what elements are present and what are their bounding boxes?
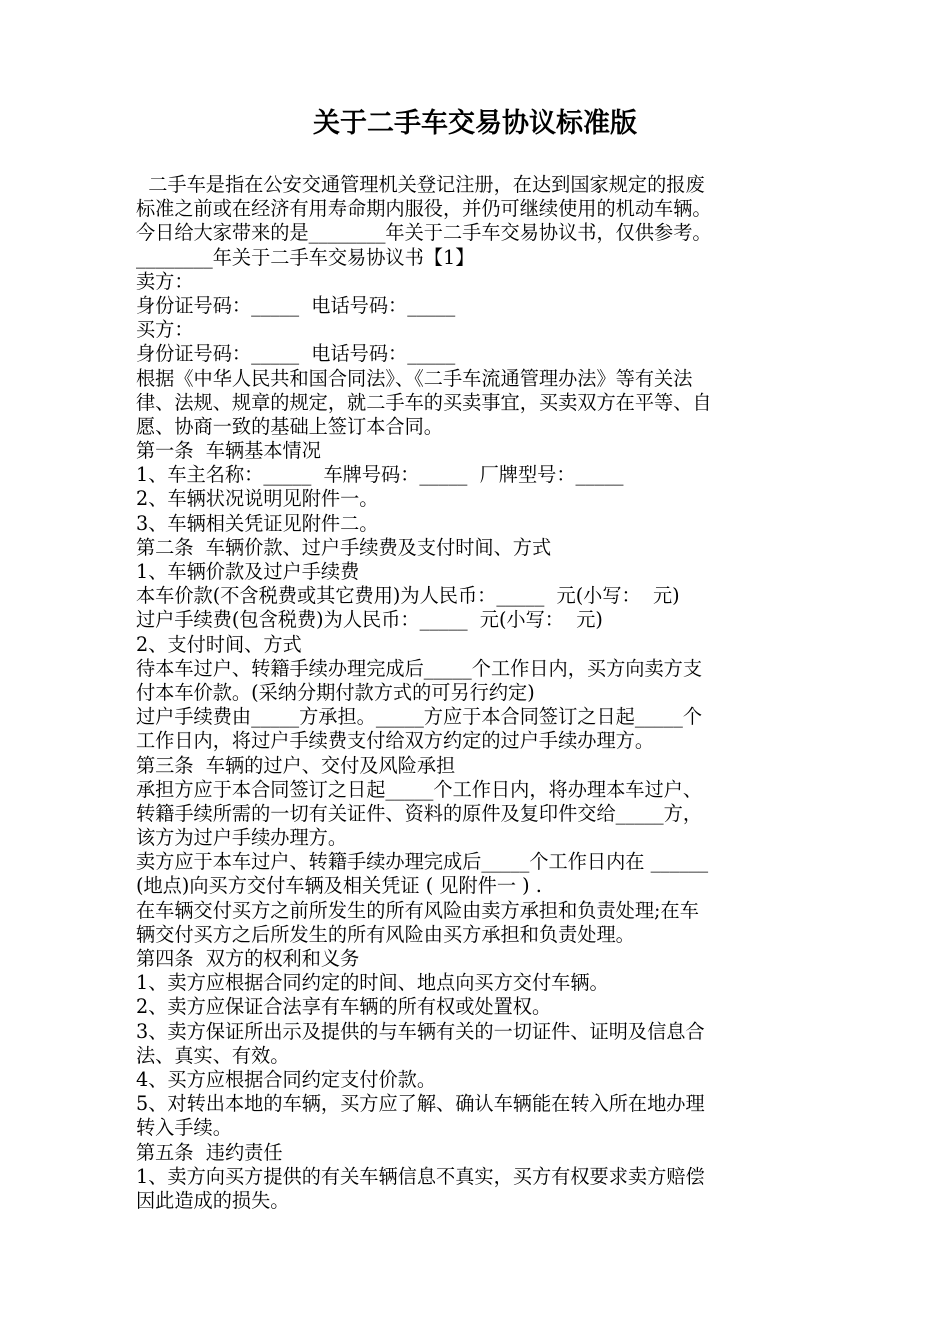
text-line: 3、车辆相关凭证见附件二。	[136, 511, 379, 535]
text-line: 愿、协商一致的基础上签订本合同。	[136, 414, 443, 438]
text-line: 2、车辆状况说明见附件一。	[136, 487, 379, 511]
text-line: 5、对转出本地的车辆，买方应了解、确认车辆能在转入所在地办理	[136, 1092, 705, 1116]
text-line: 4、买方应根据合同约定支付价款。	[136, 1067, 437, 1091]
text-line: 买方：	[136, 318, 194, 342]
text-line: 辆交付买方之后所发生的所有风险由买方承担和负责处理。	[136, 922, 635, 946]
text-line: ________年关于二手车交易协议书【1】	[136, 245, 475, 269]
text-line: 该方为过户手续办理方。	[136, 826, 348, 850]
text-line: 1、卖方应根据合同约定的时间、地点向买方交付车辆。	[136, 971, 609, 995]
text-line: 第四条 双方的权利和义务	[136, 947, 360, 970]
text-line: 付本车价款。(采纳分期付款方式的可另行约定)	[136, 680, 535, 704]
text-line: 第五条 违约责任	[136, 1140, 283, 1164]
text-line: 律、法规、规章的规定，就二手车的买卖事宜，买卖双方在平等、自	[136, 390, 712, 414]
text-line: 身份证号码：_____ 电话号码：_____	[136, 293, 456, 317]
text-line: 根据《中华人民共和国合同法》、《二手车流通管理办法》等有关法	[136, 366, 693, 390]
text-line: 第三条 车辆的过户、交付及风险承担	[136, 753, 456, 777]
text-line: 转籍手续所需的一切有关证件、资料的原件及复印件交给_____方，	[136, 801, 703, 825]
text-line: 2、支付时间、方式	[136, 632, 302, 656]
document-body	[136, 173, 826, 1213]
text-line: 3、卖方保证所出示及提供的与车辆有关的一切证件、证明及信息合	[136, 1019, 705, 1043]
text-line: 过户手续费(包含税费)为人民币：_____ 元(小写： 元)	[136, 608, 603, 632]
text-line: 第一条 车辆基本情况	[136, 439, 321, 463]
text-line: 2、卖方应保证合法享有车辆的所有权或处置权。	[136, 995, 552, 1019]
text-line: 身份证号码：_____ 电话号码：_____	[136, 342, 456, 366]
page-title: 关于二手车交易协议标准版	[313, 108, 637, 139]
text-line: 承担方应于本合同签订之日起_____个工作日内，将办理本车过户、	[136, 777, 703, 801]
text-line: (地点)向买方交付车辆及相关凭证 ( 见附件一 ) .	[136, 874, 542, 898]
text-line: 因此造成的损失。	[136, 1188, 290, 1212]
text-line: 二手车是指在公安交通管理机关登记注册，在达到国家规定的报废	[136, 173, 705, 196]
text-line: 1、车辆价款及过户手续费	[136, 560, 360, 583]
text-line: 法、真实、有效。	[136, 1043, 290, 1067]
text-line: 在车辆交付买方之前所发生的所有风险由卖方承担和负责处理;在车	[136, 898, 699, 922]
text-line: 待本车过户、转籍手续办理完成后_____个工作日内，买方向卖方支	[136, 656, 703, 680]
text-line: 1、车主名称：_____ 车牌号码：_____ 厂牌型号：_____	[136, 463, 624, 487]
text-line: 1、卖方向买方提供的有关车辆信息不真实，买方有权要求卖方赔偿	[136, 1164, 705, 1188]
text-line: 第二条 车辆价款、过户手续费及支付时间、方式	[136, 535, 552, 559]
text-line: 今日给大家带来的是________年关于二手车交易协议书，仅供参考。	[136, 221, 712, 245]
text-line: 标准之前或在经济有用寿命期内服役，并仍可继续使用的机动车辆。	[136, 197, 712, 221]
text-line: 工作日内，将过户手续费支付给双方约定的过户手续办理方。	[136, 729, 655, 753]
text-line: 卖方：	[136, 269, 194, 293]
text-line: 卖方应于本车过户、转籍手续办理完成后_____个工作日内在 ______	[136, 850, 709, 874]
text-line: 转入手续。	[136, 1116, 232, 1140]
text-line: 本车价款(不含税费或其它费用)为人民币：_____ 元(小写： 元)	[136, 584, 680, 608]
text-line: 过户手续费由_____方承担。_____方应于本合同签订之日起_____个	[136, 705, 703, 729]
